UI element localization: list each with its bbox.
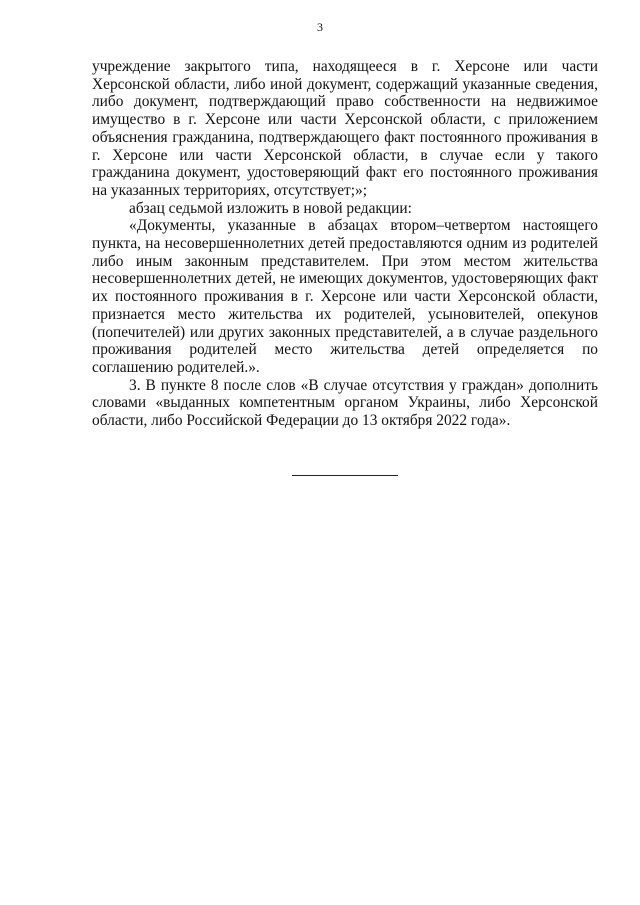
- paragraph-quoted-text: «Документы, указанные в абзацах втором–четвертом настоящего пункта, на несовершеннолетних детей предоставляются одним из родителей либо иным законным представителем. При этом местом жительства несовершеннолетних детей, не имеющих документов, удостоверяющих факт их постоянного проживания в г. Херсоне или части Херсонской области, признается место жительства их родителей, усыновителей, опекунов (попечителей) или других законных представителей, а в случае раздельного проживания родителей место жительства детей определяется по соглашению родителей.».: [92, 217, 598, 376]
- paragraph-instruction: абзац седьмой изложить в новой редакции:: [129, 199, 412, 217]
- end-divider-line: [292, 475, 398, 476]
- paragraph-continuation: учреждение закрытого типа, находящееся в г. Херсоне или части Херсонской области, либо иной документ, содержащий указанные сведения, либо документ, подтверждающий право собственности на недвижимое имущество в г. Херсоне или части Херсонской области, с приложением объяснения гражданина, подтверждающего факт постоянного проживания в г. Херсоне или части Херсонской области, в случае если у такого гражданина документ, удостоверяющий факт его постоянного проживания на указанных территориях, отсутствует;»;: [92, 58, 598, 199]
- paragraph-item-3: 3. В пункте 8 после слов «В случае отсутствия у граждан» дополнить словами «выданных компетентным органом Украины, либо Херсонской области, либо Российской Федерации до 13 октября 2022 года».: [92, 376, 598, 430]
- page-number: 3: [317, 20, 323, 34]
- document-body: [92, 58, 598, 430]
